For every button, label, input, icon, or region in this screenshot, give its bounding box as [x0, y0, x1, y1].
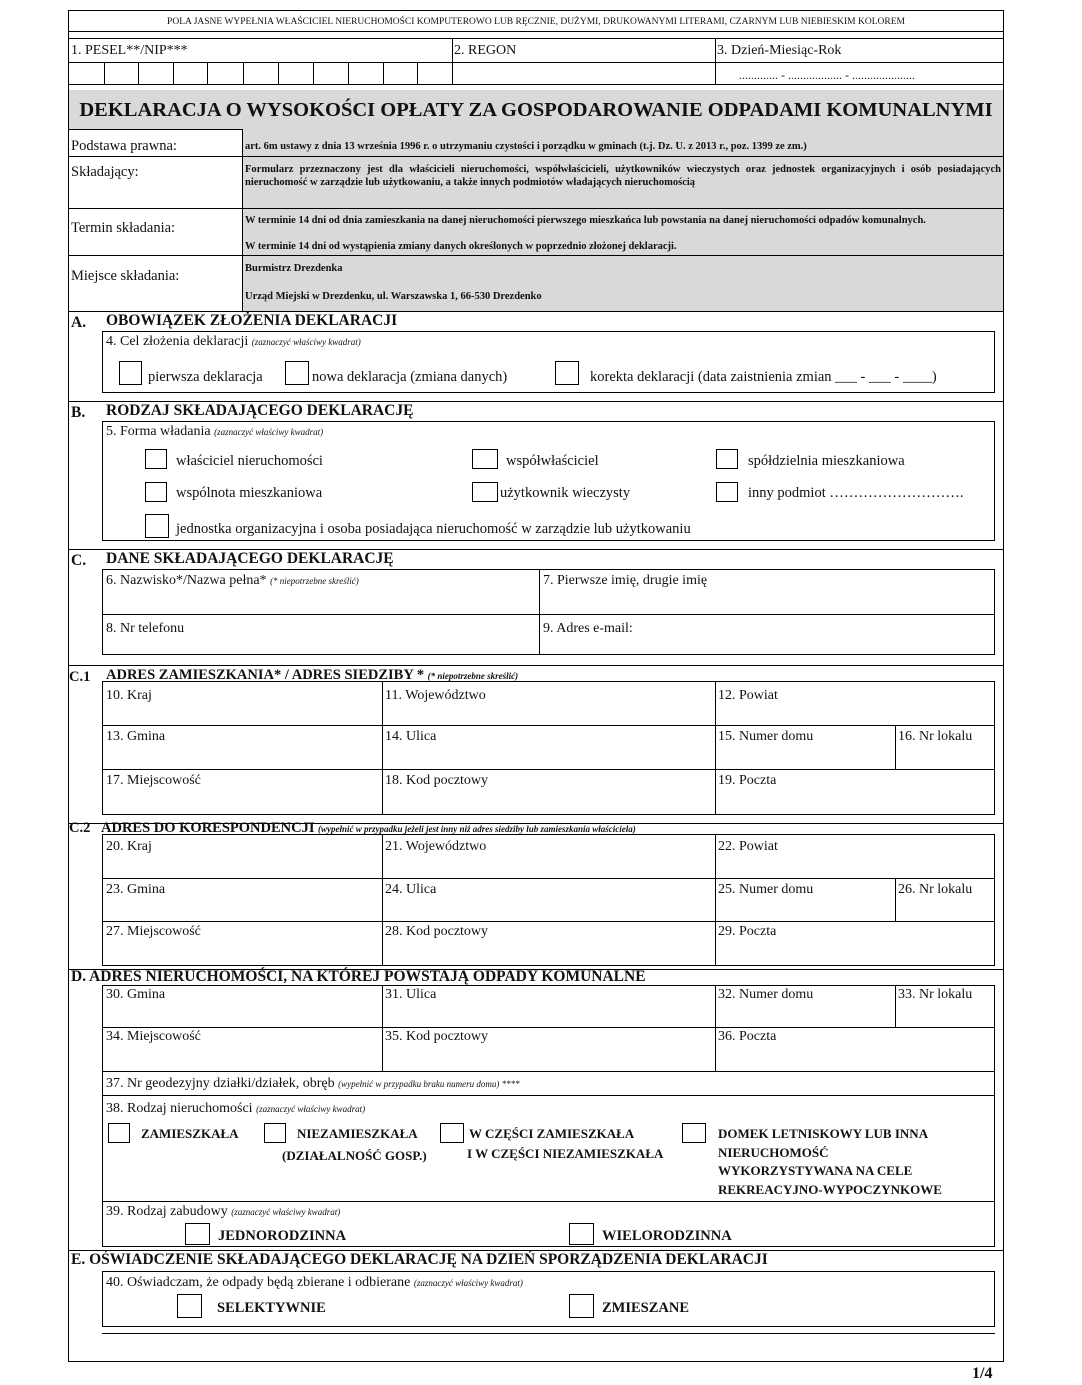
section-d-title: D. ADRES NIERUCHOMOŚCI, NA KTÓREJ POWSTAJĄ ODPADY KOMUNALNE — [71, 968, 646, 985]
declaration-form — [68, 10, 1004, 1362]
opt-czesciowo-label-2: I W CZĘŚCI NIEZAMIESZKAŁA — [467, 1146, 664, 1161]
checkbox-czesciowo[interactable] — [440, 1123, 464, 1143]
opt-wielorodzinna-label: WIELORODZINNA — [602, 1228, 732, 1244]
opt-domek-label-3: WYKORZYSTYWANA NA CELE — [718, 1163, 913, 1178]
opt-wspolwlasciciel-label: współwłaściciel — [506, 453, 599, 469]
field-5-note: (zaznaczyć właściwy kwadrat) — [214, 427, 324, 437]
opt-domek-label-1: DOMEK LETNISKOWY LUB INNA — [718, 1126, 929, 1141]
field-13-label: 13. Gmina — [106, 729, 166, 744]
field-36-label: 36. Poczta — [718, 1029, 777, 1044]
field-20-label: 20. Kraj — [106, 839, 152, 854]
opt-spoldzielnia-label: spółdzielnia mieszkaniowa — [748, 453, 905, 469]
opt-pierwsza-label: pierwsza deklaracja — [148, 369, 263, 385]
field-14-label: 14. Ulica — [385, 729, 437, 744]
opt-domek-label-2: NIERUCHOMOŚĆ — [718, 1145, 829, 1160]
field-34-label: 34. Miejscowość — [106, 1029, 201, 1044]
checkbox-nowa[interactable] — [285, 361, 309, 385]
field-39-label: 39. Rodzaj zabudowy — [106, 1204, 228, 1219]
opt-uzytkownik-label: użytkownik wieczysty — [500, 485, 631, 501]
field-32-label: 32. Numer domu — [718, 987, 814, 1002]
field-33-label: 33. Nr lokalu — [898, 987, 973, 1002]
field-21-label: 21. Województwo — [385, 839, 487, 854]
field-6-note: (* niepotrzebne skreślić) — [270, 576, 359, 586]
opt-wlasciciel-label: właściciel nieruchomości — [176, 453, 323, 469]
podstawa-text: art. 6m ustawy z dnia 13 września 1996 r. o utrzymaniu czystości i porządku w gminach (t.j. Dz. U. z 2013 r., poz. 1399 ze zm.) — [245, 141, 807, 152]
date-field[interactable]: ............. - .................. - ..................... — [739, 68, 915, 82]
checkbox-niezamieszkala[interactable] — [264, 1123, 286, 1143]
page-number: 1/4 — [972, 1365, 993, 1382]
checkbox-spoldzielnia[interactable] — [716, 449, 738, 469]
field-39-note: (zaznaczyć właściwy kwadrat) — [231, 1207, 341, 1217]
section-c1-title: ADRES ZAMIESZKANIA* / ADRES SIEDZIBY * — [106, 667, 425, 683]
termin-text-2: W terminie 14 dni od wystąpienia zmiany danych określonych w poprzednio złożonej deklaracji. — [245, 241, 677, 252]
checkbox-zamieszkala[interactable] — [108, 1123, 130, 1143]
section-c1-letter: C.1 — [69, 669, 91, 685]
date-label: 3. Dzień-Miesiąc-Rok — [717, 43, 842, 58]
section-c-letter: C. — [71, 552, 87, 569]
skladajacy-label: Składający: — [71, 164, 139, 180]
termin-text-1: W terminie 14 dni od dnia zamieszkania na danej nieruchomości pierwszego mieszkańca lub powstania na danej nieruchomości odpadów komunalnych. — [245, 215, 926, 226]
checkbox-korekta[interactable] — [555, 361, 579, 385]
pesel-label: 1. PESEL**/NIP*** — [71, 43, 188, 58]
checkbox-wlasciciel[interactable] — [145, 449, 167, 469]
opt-jednostka-label: jednostka organizacyjna i osoba posiadająca nieruchomość w zarządzie lub użytkowaniu — [176, 521, 691, 537]
form-title: DEKLARACJA O WYSOKOŚCI OPŁATY ZA GOSPODAROWANIE ODPADAMI KOMUNALNYMI — [79, 99, 993, 121]
opt-zamieszkala-label: ZAMIESZKAŁA — [141, 1126, 239, 1141]
field-4-label: 4. Cel złożenia deklaracji — [106, 334, 249, 349]
field-18-label: 18. Kod pocztowy — [385, 773, 489, 788]
field-38-note: (zaznaczyć właściwy kwadrat) — [256, 1104, 366, 1114]
checkbox-inny[interactable] — [716, 482, 738, 502]
field-37-note: (wypełnić w przypadku braku numeru domu) **** — [338, 1079, 520, 1089]
field-8-label: 8. Nr telefonu — [106, 621, 185, 636]
opt-niezamieszkala-label: NIEZAMIESZKAŁA — [297, 1126, 418, 1141]
checkbox-uzytkownik[interactable] — [472, 482, 498, 502]
field-27-label: 27. Miejscowość — [106, 924, 201, 939]
miejsce-label: Miejsce składania: — [71, 268, 180, 284]
opt-inny-label: inny podmiot ………………………. — [748, 485, 964, 501]
section-c1-note: (* niepotrzebne skreślić) — [427, 671, 519, 681]
field-4-note: (zaznaczyć właściwy kwadrat) — [251, 337, 361, 347]
field-23-label: 23. Gmina — [106, 882, 166, 897]
section-b-title: RODZAJ SKŁADAJĄCEGO DEKLARACJĘ — [106, 402, 414, 419]
opt-selektywnie-label: SELEKTYWNIE — [217, 1300, 326, 1316]
opt-wspolnota-label: wspólnota mieszkaniowa — [176, 485, 323, 501]
field-9-label: 9. Adres e-mail: — [543, 621, 633, 636]
field-10-label: 10. Kraj — [106, 688, 152, 703]
skladajacy-text: Formularz przeznaczony jest dla właścicieli nieruchomości, współwłaścicieli, użytkowników wieczystych oraz jednostek organizacyjnych i osób posiadających nieruchomość w zarządzie lub użytkowaniu, a także innych podmiotów władających nieruchomością — [245, 164, 1001, 188]
field-37-label: 37. Nr geodezyjny działki/działek, obręb — [106, 1076, 335, 1091]
opt-korekta-label: korekta deklaracji (data zaistnienia zmian ___ - ___ - ____) — [590, 369, 937, 385]
podstawa-label: Podstawa prawna: — [71, 138, 177, 154]
field-25-label: 25. Numer domu — [718, 882, 814, 897]
regon-label: 2. REGON — [454, 43, 517, 58]
opt-domek-label-4: REKREACYJNO-WYPOCZYNKOWE — [718, 1182, 942, 1197]
field-7-label: 7. Pierwsze imię, drugie imię — [543, 573, 708, 588]
field-28-label: 28. Kod pocztowy — [385, 924, 489, 939]
section-a-letter: A. — [71, 314, 87, 331]
checkbox-selektywnie[interactable] — [177, 1294, 202, 1318]
field-6-label: 6. Nazwisko*/Nazwa pełna* — [106, 573, 267, 588]
checkbox-pierwsza[interactable] — [119, 361, 142, 385]
section-a-title: OBOWIĄZEK ZŁOŻENIA DEKLARACJI — [106, 312, 398, 329]
opt-jednorodzinna-label: JEDNORODZINNA — [218, 1228, 347, 1244]
field-5-label: 5. Forma władania — [106, 424, 211, 439]
checkbox-wielorodzinna[interactable] — [569, 1223, 594, 1245]
field-22-label: 22. Powiat — [718, 839, 778, 854]
field-17-label: 17. Miejscowość — [106, 773, 201, 788]
section-e-title: E. OŚWIADCZENIE SKŁADAJĄCEGO DEKLARACJĘ NA DZIEŃ SPORZĄDZENIA DEKLARACJI — [71, 1251, 768, 1268]
field-29-label: 29. Poczta — [718, 924, 777, 939]
section-c2-note: (wypełnić w przypadku jeżeli jest inny niż adres siedziby lub zamieszkania właściciela) — [318, 824, 636, 834]
field-26-label: 26. Nr lokalu — [898, 882, 973, 897]
field-15-label: 15. Numer domu — [718, 729, 814, 744]
checkbox-zmieszane[interactable] — [569, 1294, 594, 1318]
field-30-label: 30. Gmina — [106, 987, 166, 1002]
checkbox-domek[interactable] — [682, 1123, 706, 1143]
field-40-note: (zaznaczyć właściwy kwadrat) — [413, 1278, 523, 1288]
field-24-label: 24. Ulica — [385, 882, 437, 897]
section-c2-title: ADRES DO KORESPONDENCJI — [101, 820, 315, 836]
miejsce-text-1: Burmistrz Drezdenka — [245, 263, 343, 274]
field-40-label: 40. Oświadczam, że odpady będą zbierane i odbierane — [106, 1275, 411, 1290]
top-note: POLA JASNE WYPEŁNIA WŁAŚCICIEL NIERUCHOMOŚCI KOMPUTEROWO LUB RĘCZNIE, DUŻYMI, DRUKOWANYMI LITERAMI, CZARNYM LUB NIEBIESKIM KOLOREM — [167, 17, 905, 27]
field-35-label: 35. Kod pocztowy — [385, 1029, 489, 1044]
field-16-label: 16. Nr lokalu — [898, 729, 973, 744]
field-11-label: 11. Województwo — [385, 688, 486, 703]
section-c2-letter: C.2 — [69, 820, 91, 836]
field-12-label: 12. Powiat — [718, 688, 778, 703]
section-b-letter: B. — [71, 404, 86, 421]
field-31-label: 31. Ulica — [385, 987, 437, 1002]
miejsce-text-2: Urząd Miejski w Drezdenku, ul. Warszawska 1, 66-530 Drezdenko — [245, 291, 542, 302]
opt-nowa-label: nowa deklaracja (zmiana danych) — [312, 369, 508, 385]
opt-czesciowo-label-1: W CZĘŚCI ZAMIESZKAŁA — [469, 1126, 635, 1141]
opt-zmieszane-label: ZMIESZANE — [602, 1300, 690, 1316]
termin-label: Termin składania: — [71, 220, 176, 236]
field-19-label: 19. Poczta — [718, 773, 777, 788]
field-38-label: 38. Rodzaj nieruchomości — [106, 1101, 253, 1116]
section-c-title: DANE SKŁADAJĄCEGO DEKLARACJĘ — [106, 550, 394, 567]
checkbox-jednostka[interactable] — [145, 514, 169, 538]
checkbox-jednorodzinna[interactable] — [185, 1223, 210, 1245]
opt-niezamieszkala-sub: (DZIAŁALNOŚĆ GOSP.) — [282, 1148, 427, 1163]
checkbox-wspolwlasciciel[interactable] — [472, 449, 498, 469]
checkbox-wspolnota[interactable] — [145, 482, 167, 502]
